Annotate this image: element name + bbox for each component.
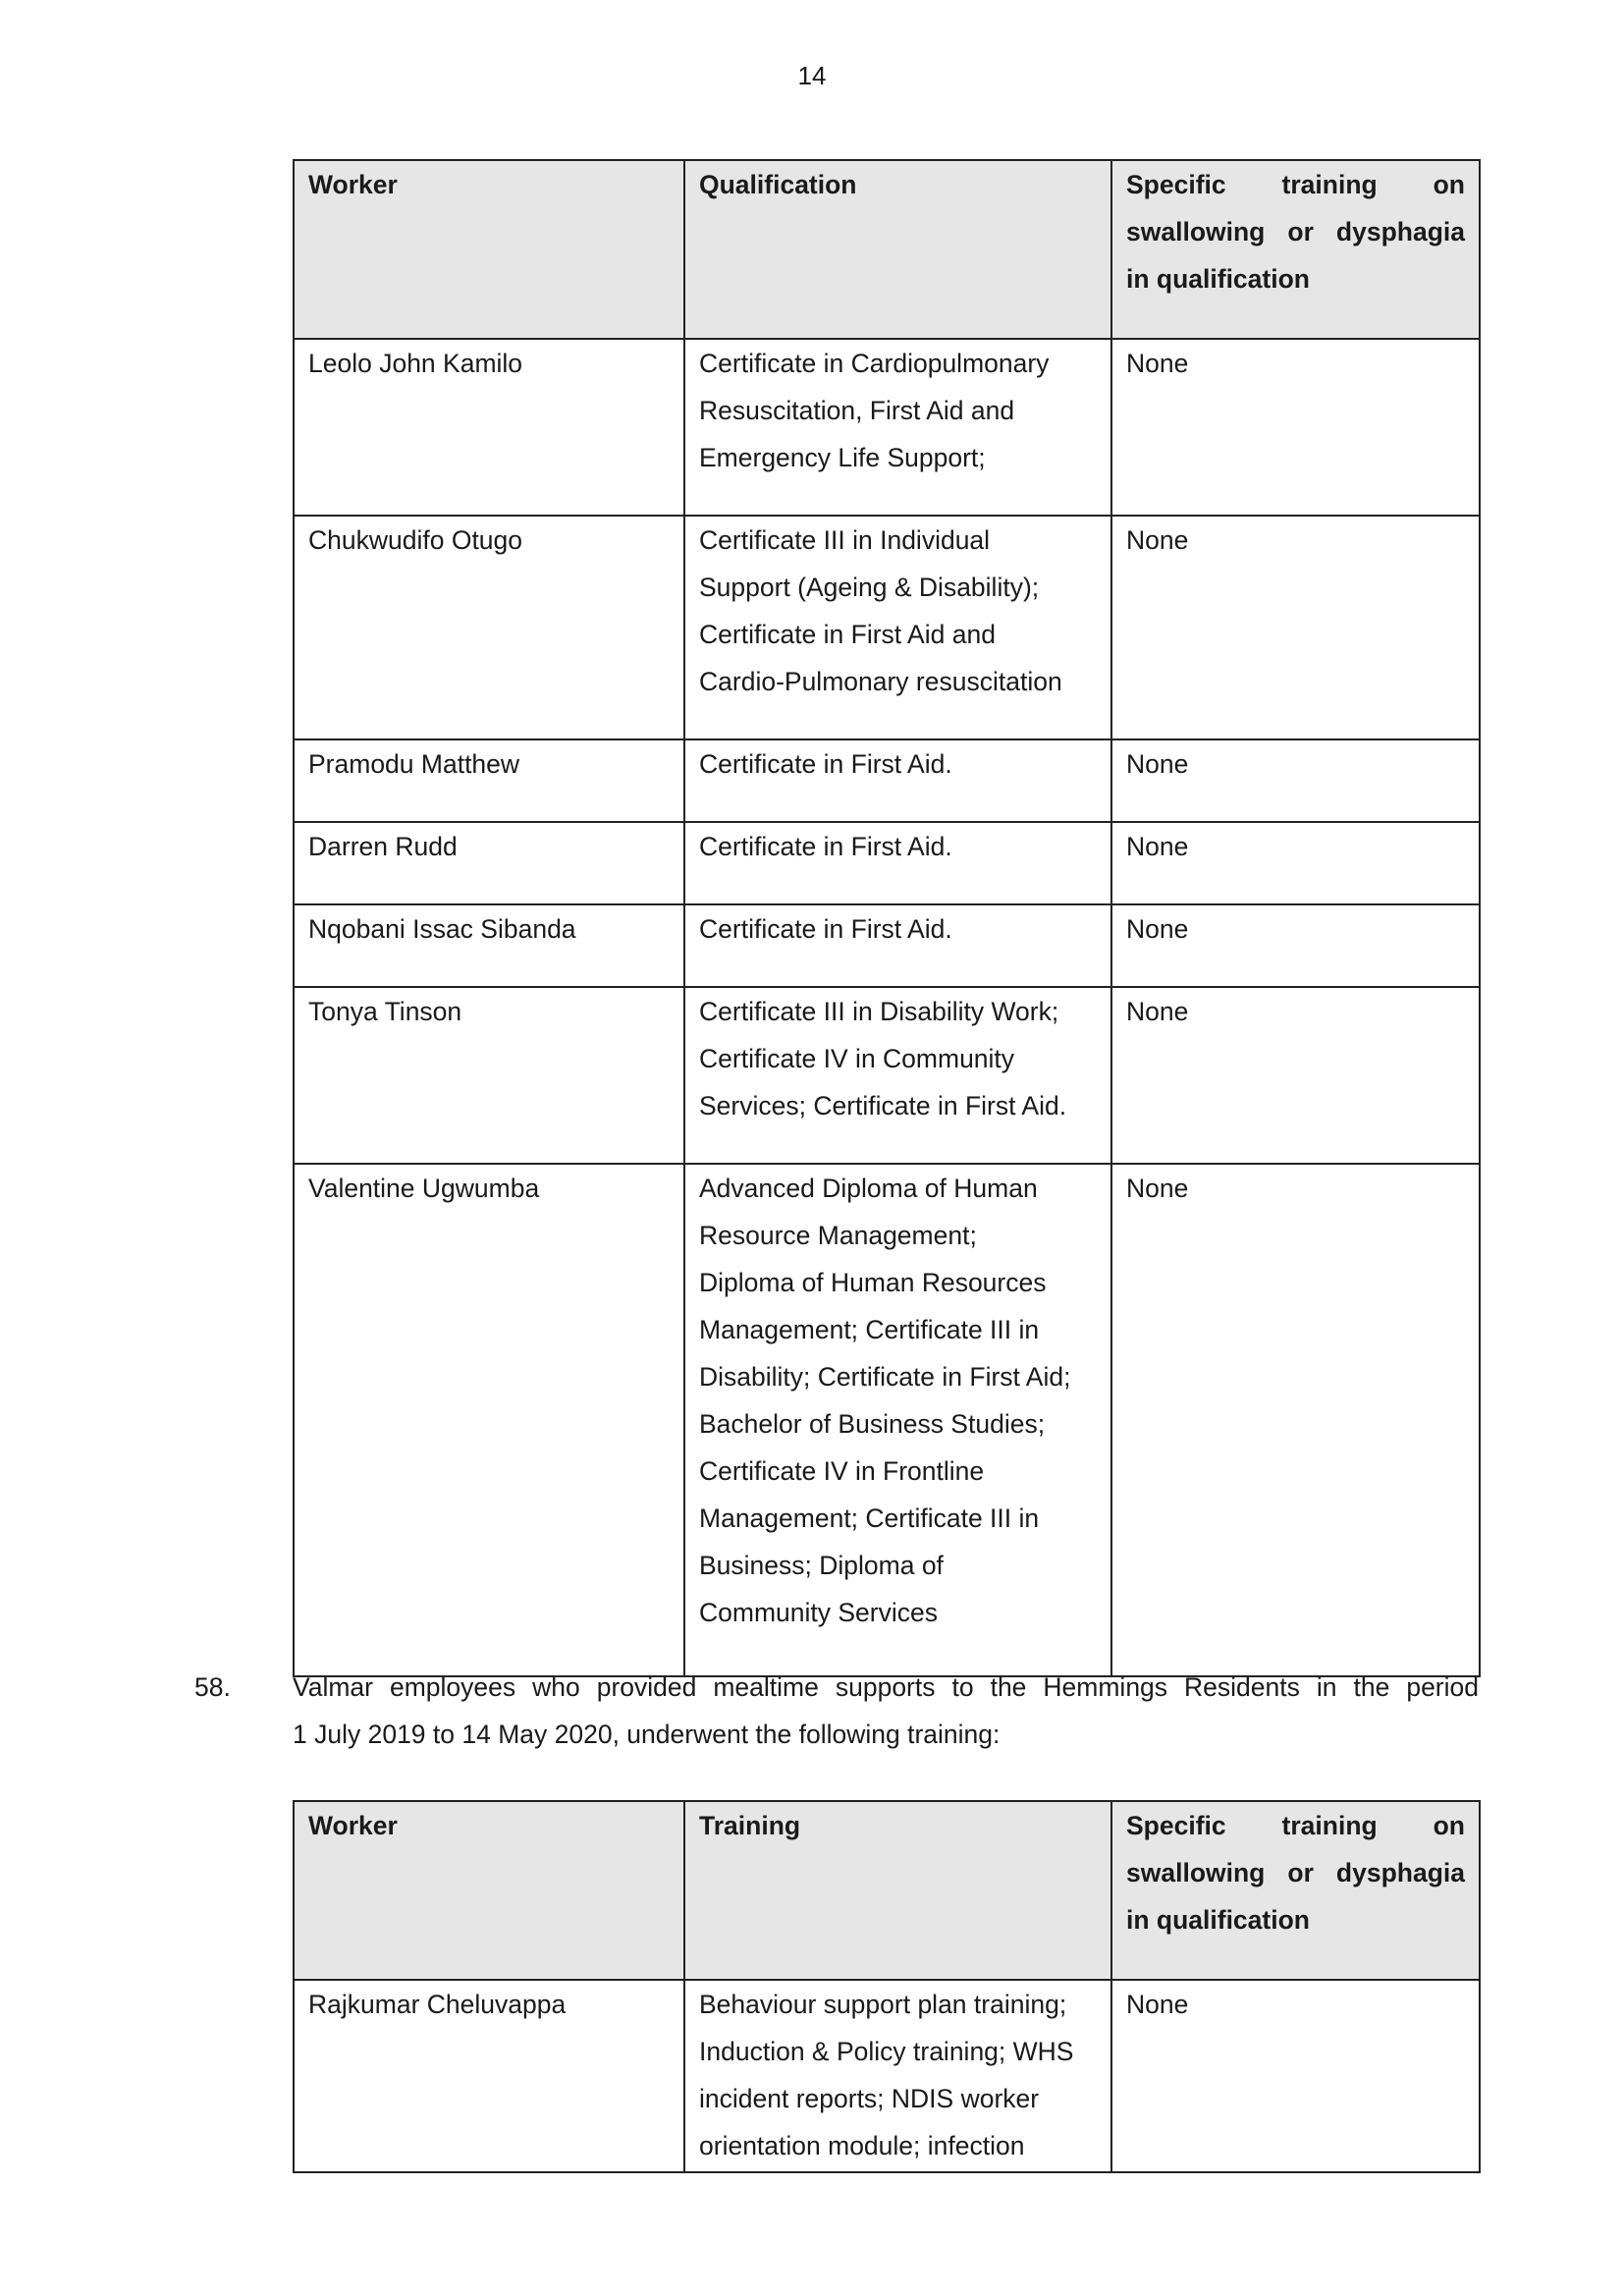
paragraph-line-1: Valmar employees who provided mealtime supports to the Hemmings Residents in the period — [293, 1672, 1479, 1702]
table-row — [294, 1164, 1480, 1676]
cell-worker: Valentine Ugwumba — [294, 1164, 684, 1676]
cell-line: Management; Certificate III in — [699, 1503, 1040, 1533]
header-specific-line-3: in qualification — [1126, 1905, 1310, 1935]
cell-line: Resource Management; — [699, 1221, 977, 1250]
paragraph-line-2: 1 July 2019 to 14 May 2020, underwent the following training: — [293, 1720, 1001, 1749]
cell-specific-training: None — [1111, 516, 1480, 739]
training-table-body — [294, 1980, 1480, 2172]
cell-line: Services; Certificate in First Aid. — [699, 1091, 1067, 1121]
cell-worker: Rajkumar Cheluvappa — [294, 1980, 684, 2172]
training-table — [293, 1800, 1481, 2173]
cell-worker: Tonya Tinson — [294, 987, 684, 1164]
cell-worker: Leolo John Kamilo — [294, 339, 684, 516]
header-worker: Worker — [294, 160, 684, 339]
cell-line: Diploma of Human Resources — [699, 1268, 1047, 1297]
table-header-row — [294, 1801, 1480, 1980]
cell-line: Certificate III in Individual — [699, 525, 991, 555]
qualifications-table — [293, 159, 1481, 1677]
cell-line: Community Services — [699, 1598, 938, 1627]
header-specific-training — [1111, 1801, 1480, 1980]
cell-qualification — [684, 339, 1111, 516]
cell-qualification — [684, 904, 1111, 987]
cell-specific-training: None — [1111, 822, 1480, 904]
header-worker: Worker — [294, 1801, 684, 1980]
cell-line: Cardio-Pulmonary resuscitation — [699, 667, 1062, 696]
cell-worker: Pramodu Matthew — [294, 739, 684, 822]
header-specific-line-1: Specific training on — [1126, 1811, 1465, 1840]
header-specific-training — [1111, 160, 1480, 339]
header-specific-line-2: swallowing or dysphagia — [1126, 1858, 1465, 1887]
cell-qualification — [684, 987, 1111, 1164]
table-row — [294, 739, 1480, 822]
cell-line: Business; Diploma of — [699, 1551, 944, 1580]
table-row — [294, 516, 1480, 739]
cell-qualification — [684, 822, 1111, 904]
cell-line: Advanced Diploma of Human — [699, 1174, 1038, 1203]
cell-line: Certificate in First Aid. — [699, 749, 952, 779]
cell-line: incident reports; NDIS worker — [699, 2084, 1040, 2113]
header-specific-line-2: swallowing or dysphagia — [1126, 217, 1465, 246]
table-row — [294, 1980, 1480, 2172]
cell-qualification — [684, 739, 1111, 822]
cell-line: Emergency Life Support; — [699, 443, 986, 472]
cell-line: Certificate III in Disability Work; — [699, 997, 1059, 1026]
cell-specific-training: None — [1111, 339, 1480, 516]
cell-specific-training: None — [1111, 1164, 1480, 1676]
cell-line: Induction & Policy training; WHS — [699, 2037, 1074, 2066]
header-qualification: Qualification — [684, 160, 1111, 339]
cell-worker: Nqobani Issac Sibanda — [294, 904, 684, 987]
cell-line: Certificate in First Aid. — [699, 914, 952, 944]
page-number: 14 — [797, 61, 827, 90]
cell-qualification — [684, 1164, 1111, 1676]
table-row — [294, 339, 1480, 516]
table-row — [294, 987, 1480, 1164]
table-header-row — [294, 160, 1480, 339]
cell-line: Resuscitation, First Aid and — [699, 396, 1015, 425]
table-row — [294, 822, 1480, 904]
cell-worker: Chukwudifo Otugo — [294, 516, 684, 739]
paragraph-number: 58. — [194, 1672, 231, 1702]
cell-line: Certificate IV in Community — [699, 1044, 1015, 1073]
cell-line: Bachelor of Business Studies; — [699, 1409, 1046, 1439]
table-row — [294, 904, 1480, 987]
cell-specific-training: None — [1111, 1980, 1480, 2172]
cell-qualification — [684, 1980, 1111, 2172]
cell-specific-training: None — [1111, 904, 1480, 987]
cell-line: Disability; Certificate in First Aid; — [699, 1362, 1071, 1392]
cell-line: Certificate in First Aid and — [699, 620, 996, 649]
cell-line: Certificate IV in Frontline — [699, 1456, 985, 1486]
qualifications-table-body — [294, 339, 1480, 1676]
cell-specific-training: None — [1111, 987, 1480, 1164]
paragraph-text — [293, 1664, 1479, 1758]
cell-qualification — [684, 516, 1111, 739]
cell-specific-training: None — [1111, 739, 1480, 822]
cell-line: orientation module; infection — [699, 2131, 1025, 2160]
header-training: Training — [684, 1801, 1111, 1980]
header-specific-line-3: in qualification — [1126, 264, 1310, 294]
cell-line: Certificate in First Aid. — [699, 832, 952, 861]
header-specific-line-1: Specific training on — [1126, 170, 1465, 199]
cell-line: Support (Ageing & Disability); — [699, 573, 1040, 602]
cell-worker: Darren Rudd — [294, 822, 684, 904]
cell-line: Management; Certificate III in — [699, 1315, 1040, 1344]
cell-line: Behaviour support plan training; — [699, 1990, 1067, 2019]
cell-line: Certificate in Cardiopulmonary — [699, 349, 1050, 378]
